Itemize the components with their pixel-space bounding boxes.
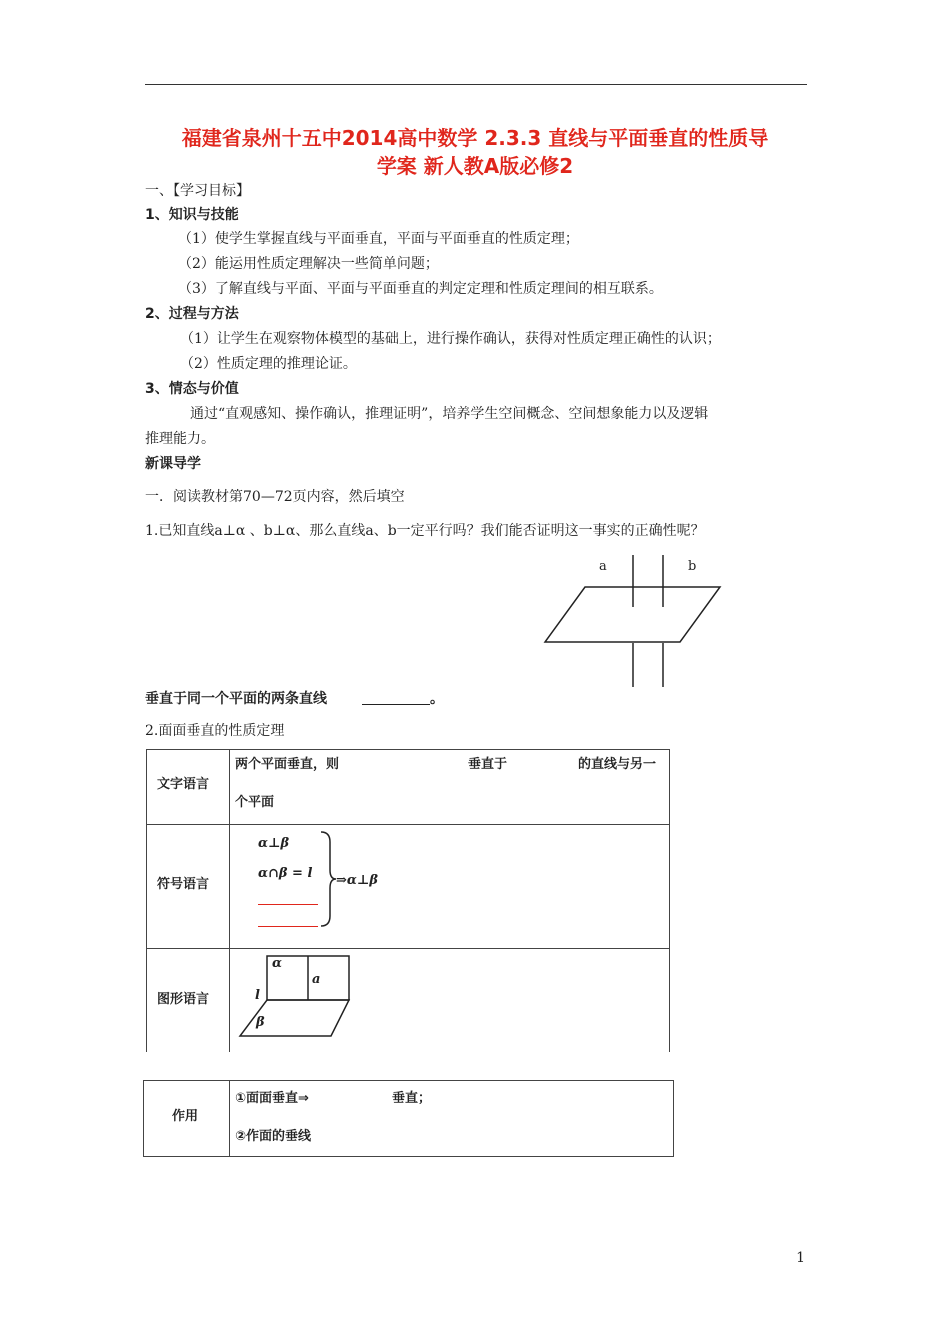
section1-heading: 1、知识与技能 <box>145 207 239 223</box>
page-title-line2: 学案 新人教A版必修2 <box>376 154 574 178</box>
label-a: a <box>599 559 607 574</box>
figure-label-beta: β <box>256 1015 265 1030</box>
header-rule <box>145 84 807 85</box>
table2-col-border <box>229 1080 230 1157</box>
row-label-figure-language: 图形语言 <box>157 992 210 1007</box>
section1-item: （2）能运用性质定理解决一些简单问题； <box>178 256 439 272</box>
table-row-border <box>146 948 670 949</box>
label-b: b <box>688 559 697 574</box>
section1-item: （3）了解直线与平面、平面与平面垂直的判定定理和性质定理间的相互联系。 <box>178 281 663 297</box>
table2-bottom-border <box>143 1156 674 1157</box>
row1-text2: 垂直于 <box>468 757 508 772</box>
page-number: 1 <box>796 1250 805 1266</box>
row1-text1: 两个平面垂直，则 <box>235 757 340 772</box>
table2-right-border <box>673 1080 674 1157</box>
table-row-border <box>146 824 670 825</box>
table2-item1b: 垂直； <box>392 1091 432 1106</box>
section3-para: 推理能力。 <box>145 431 215 447</box>
table2-top-border <box>143 1080 674 1081</box>
section2-heading: 2、过程与方法 <box>145 306 239 322</box>
figure-label-alpha: α <box>272 956 283 971</box>
page-title-line1: 福建省泉州十五中2014高中数学 2.3.3 直线与平面垂直的性质导 <box>181 126 769 150</box>
table-left-border <box>146 749 147 1052</box>
table2-label: 作用 <box>172 1109 199 1124</box>
question-1: 1.已知直线a⊥α 、b⊥α、那么直线a、b一定平行吗？我们能否证明这一事实的正确性呢？ <box>145 523 705 539</box>
row-label-text-language: 文字语言 <box>157 777 210 792</box>
perpendicular-planes-figure <box>236 954 356 1040</box>
conclusion-text: 垂直于同一个平面的两条直线 <box>145 691 327 707</box>
section3-para: 通过“直观感知、操作确认，推理证明”，培养学生空间概念、空间想象能力以及逻辑 <box>190 406 709 422</box>
section2-item: （1）让学生在观察物体模型的基础上，进行操作确认，获得对性质定理正确性的认识； <box>180 331 721 347</box>
table2-item1a: ①面面垂直⇒ <box>235 1091 309 1106</box>
row1-text4: 个平面 <box>235 795 275 810</box>
table-col-border <box>229 749 230 1052</box>
section3-heading: 3、情态与价值 <box>145 381 239 397</box>
table-right-border <box>669 749 670 1052</box>
symbol-blank-1[interactable] <box>258 904 318 905</box>
objectives-heading: 一、【学习目标】 <box>145 183 250 199</box>
symbol-result: ⇒α⊥β <box>336 873 379 888</box>
section2-item: （2）性质定理的推理论证。 <box>180 356 357 372</box>
conclusion-blank[interactable] <box>362 704 430 705</box>
symbol-condition-2: α∩β = l <box>258 866 313 881</box>
symbol-blank-2[interactable] <box>258 926 318 927</box>
table2-left-border <box>143 1080 144 1157</box>
figure-label-l: l <box>255 988 260 1003</box>
parallel-lines-figure <box>540 555 730 690</box>
symbol-condition-1: α⊥β <box>258 836 290 851</box>
guide-heading: 新课导学 <box>145 456 201 472</box>
section1-item: （1）使学生掌握直线与平面垂直，平面与平面垂直的性质定理； <box>178 231 579 247</box>
reading-instruction: 一．阅读教材第70—72页内容，然后填空 <box>145 489 405 505</box>
right-brace-icon <box>318 830 338 928</box>
question-2: 2.面面垂直的性质定理 <box>145 723 285 739</box>
table-top-border <box>146 749 670 750</box>
row-label-symbol-language: 符号语言 <box>157 877 210 892</box>
table2-item2: ②作面的垂线 <box>235 1129 312 1144</box>
conclusion-end: 。 <box>430 691 444 707</box>
row1-text3: 的直线与另一 <box>578 757 657 772</box>
figure-label-a: a <box>312 972 321 987</box>
